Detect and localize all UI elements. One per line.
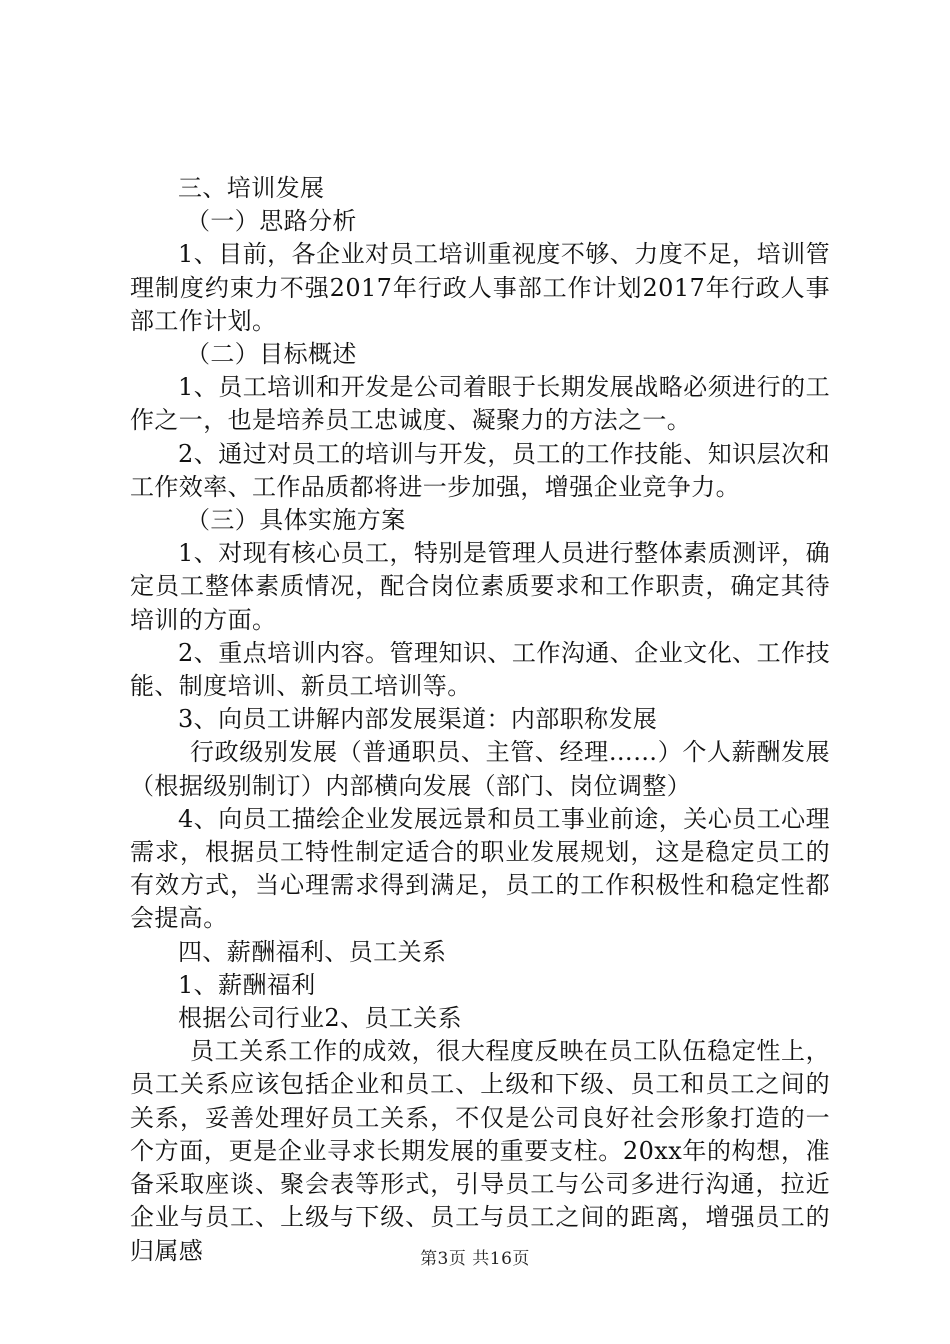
page-footer: 第3页 共16页 (420, 1249, 530, 1269)
subheading-idea-analysis: （一）思路分析 (186, 207, 357, 236)
paragraph: 根据公司行业2、员工关系 (178, 1004, 463, 1033)
paragraph: 4、向员工描绘企业发展远景和员工事业前途，关心员工心理需求，根据员工特性制定适合的职业发展规划，这是稳定员工的有效方式，当心理需求得到满足，员工的工作积极性和稳定性都会提高。 (130, 804, 830, 933)
paragraph: 1、员工培训和开发是公司着眼于长期发展战略必须进行的工作之一，也是培养员工忠诚度、凝聚力的方法之一。 (130, 373, 830, 435)
document-body (130, 172, 830, 1268)
subheading-goal-overview: （二）目标概述 (186, 340, 357, 369)
paragraph: 2、重点培训内容。管理知识、工作沟通、企业文化、工作技能、制度培训、新员工培训等。 (130, 638, 830, 701)
paragraph: 1、对现有核心员工，特别是管理人员进行整体素质测评，确定员工整体素质情况，配合岗位素质要求和工作职责，确定其待培训的方面。 (130, 539, 830, 634)
paragraph: 员工关系工作的成效，很大程度反映在员工队伍稳定性上，员工关系应该包括企业和员工、上级和下级、员工和员工之间的关系，妥善处理好员工关系，不仅是公司良好社会形象打造的一个方面，更是企业寻求长期发展的重要支柱。20xx年的构想，准备采取座谈、聚会表等形式，引导员工与公司多进行沟通，拉近企业与员工、上级与下级、员工与员工之间的距离，增强员工的归属感 (130, 1037, 830, 1265)
section-heading-training: 三、培训发展 (178, 174, 325, 202)
paragraph: 行政级别发展（普通职员、主管、经理……）个人薪酬发展（根据级别制订）内部横向发展（部门、岗位调整） (130, 738, 830, 800)
section-heading-compensation: 四、薪酬福利、员工关系 (178, 937, 447, 966)
paragraph: 3、向员工讲解内部发展渠道：内部职称发展 (178, 705, 658, 734)
subheading-compensation-benefits: 1、薪酬福利 (178, 970, 316, 999)
paragraph: 2、通过对员工的培训与开发，员工的工作技能、知识层次和工作效率、工作品质都将进一步加强，增强企业竞争力。 (130, 439, 830, 501)
subheading-implementation: （三）具体实施方案 (186, 506, 406, 535)
paragraph: 1、目前，各企业对员工培训重视度不够、力度不足，培训管理制度约束力不强2017年行政人事部工作计划2017年行政人事部工作计划。 (130, 240, 830, 335)
